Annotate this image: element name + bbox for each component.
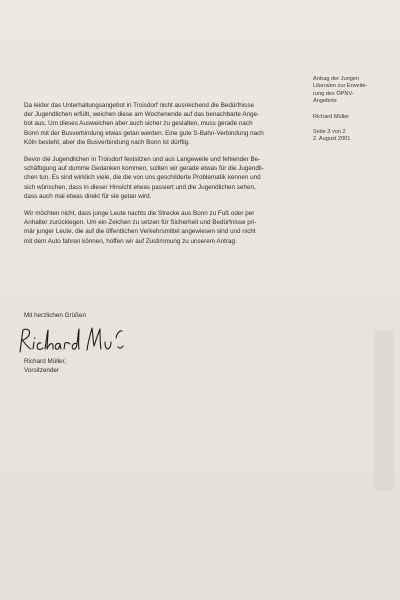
subject-line: rung des ÖPNV- [313,90,354,97]
letter-date: 2. August 2001 [313,136,351,143]
text-line: dass auch mal etwas direkt für sie getan wird. [24,192,152,200]
author-block [313,114,395,121]
text-line: Da leider das Unterhaltungsangebot in Troisdorf nicht ausreichend die Bedürfnisse [24,102,254,109]
letter-body [24,101,306,254]
bleed-through-shadow [374,330,394,490]
sidebar-info [313,76,395,152]
body-paragraph-1 [24,101,306,147]
text-line: Wir möchten nicht, dass junge Leute nachts die Strecke aus Bonn zu Fuß oder per [24,210,255,218]
signer-name: Richard Müller, [24,358,66,365]
text-line: bot aus. Um dieses Ausweichen aber auch sicher zu gestalten, muss gerade nach [24,120,253,128]
text-line: sich wünschen, dass in dieser Hinsicht etwas passiert und die Jugendlichen sehen, [24,183,256,191]
page-number: Seite 2 von 2 [313,129,346,136]
signer-title: Vorsitzender [24,367,60,375]
text-line: mit dem Auto fahren können, hoffen wir auf Zustimmung zu unserem Antrag. [24,237,237,245]
subject-line: Antrag der Jungen [313,76,360,82]
subject-line: Liberalen zur Erweite- [313,83,368,90]
text-line: Köln besteht, aber die Busverbindung nach Bonn ist dürftig. [24,138,190,146]
text-line: chen tun. Es sind wirklich viele, die die von uns geschilderte Problematik kennen und [24,174,261,182]
text-line: Anhalter zurücklegen. Um ein Zeichen zu setzen für Sicherheit und Bedürfnisse pri- [24,219,257,227]
text-line: Bonn mit der Busverbindung etwas getan werden. Eine gute S-Bahn-Verbindung nach [24,129,264,137]
signer-block [24,357,66,375]
page-info-block [313,129,395,144]
subject-block [313,76,395,106]
text-line: Bevor die Jugendlichen in Troisdorf festsitzen und aus Langeweile und fehlender Be- [24,156,261,164]
handwritten-signature [14,318,134,358]
text-line: der Jugendlichen erfüllt, weichen diese am Wochenende auf das benachbarte Ange- [24,111,260,119]
sidebar-author: Richard Müller [313,113,350,120]
subject-line: Angebots [313,98,337,105]
body-paragraph-2 [24,155,306,201]
closing-greeting: Mit herzlichen Grüßen [24,312,86,319]
text-line: mär junger Leute, die auf die öffentlichen Verkehrsmittel angewiesen sind und nicht [24,228,256,236]
text-line: schäftigung auf dumme Gedanken kommen, sollten wir gerade etwas für die Jugendli- [24,165,264,173]
body-paragraph-3 [24,209,306,246]
